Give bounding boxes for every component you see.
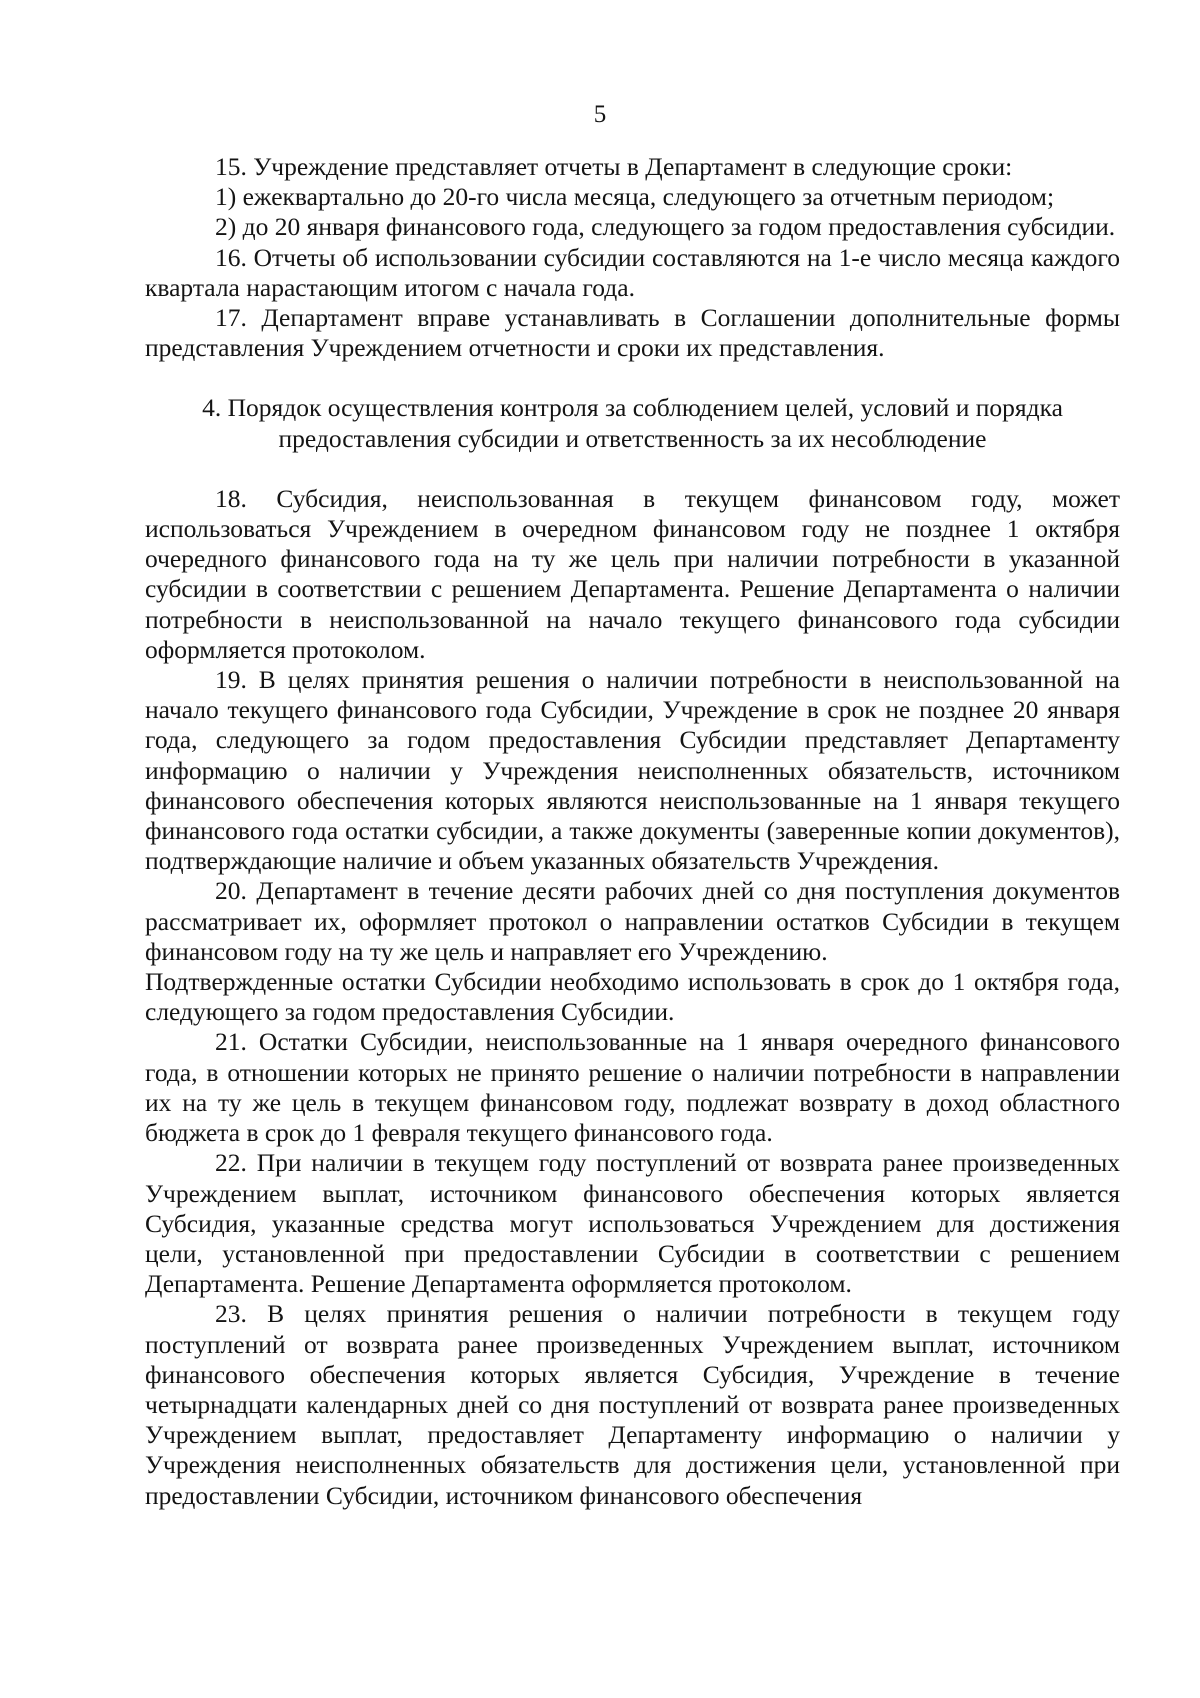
section-heading-line-2: предоставления субсидии и ответственность за их несоблюдение bbox=[278, 423, 987, 453]
section-heading bbox=[145, 393, 1120, 453]
paragraph-20: 20. Департамент в течение десяти рабочих дней со дня поступления документов рассматривает их, оформляет протокол о направлении остатков Субсидии в текущем финансовом году на ту же цель и направляет его Учреждению. bbox=[145, 876, 1120, 966]
section-heading-line-1: 4. Порядок осуществления контроля за соблюдением целей, условий и порядка bbox=[202, 393, 1063, 423]
paragraph-15-item-2: 2) до 20 января финансового года, следующего за годом предоставления субсидии. bbox=[215, 212, 1116, 242]
paragraphs-before-heading bbox=[145, 152, 1120, 363]
paragraphs-after-heading bbox=[145, 484, 1120, 1511]
paragraph-20-continuation: Подтвержденные остатки Субсидии необходимо использовать в срок до 1 октября года, следующего за годом предоставления Субсидии. bbox=[145, 967, 1120, 1027]
paragraph-22: 22. При наличии в текущем году поступлений от возврата ранее произведенных Учреждением выплат, источником финансового обеспечения которых является Субсидия, указанные средства могут использоваться Учреждением для достижения цели, установленной при предоставлении Субсидии в соответствии с решением Департамента. Решение Департамента оформляется протоколом. bbox=[145, 1148, 1120, 1299]
paragraph-21: 21. Остатки Субсидии, неиспользованные на 1 января очередного финансового года, в отношении которых не принято решение о наличии потребности в направлении их на ту же цель в текущем финансовом году, подлежат возврату в доход областного бюджета в срок до 1 февраля текущего финансового года. bbox=[145, 1027, 1120, 1148]
paragraph-23: 23. В целях принятия решения о наличии потребности в текущем году поступлений от возврата ранее произведенных Учреждением выплат, источником финансового обеспечения которых является Субсидия, Учреждение в течение четырнадцати календарных дней со дня поступлений от возврата ранее произведенных Учреждением выплат, предоставляет Департаменту информацию о наличии у Учреждения неисполненных обязательств для достижения цели, установленной при предоставлении Субсидии, источником финансового обеспечения bbox=[145, 1299, 1120, 1510]
paragraph-18: 18. Субсидия, неиспользованная в текущем финансовом году, может использоваться Учреждением в очередном финансовом году не позднее 1 октября очередного финансового года на ту же цель при наличии потребности в указанной субсидии в соответствии с решением Департамента. Решение Департамента о наличии потребности в неиспользованной на начало текущего финансового года субсидии оформляется протоколом. bbox=[145, 483, 1120, 664]
paragraph-17: 17. Департамент вправе устанавливать в Соглашении дополнительные формы представления Учреждением отчетности и сроки их представления. bbox=[145, 303, 1120, 363]
paragraph-15-item-1: 1) ежеквартально до 20-го числа месяца, следующего за отчетным периодом; bbox=[215, 182, 1055, 212]
page-number: 5 bbox=[593, 101, 607, 128]
paragraph-19: 19. В целях принятия решения о наличии потребности в неиспользованной на начало текущего финансового года Субсидии, Учреждение в срок не позднее 20 января года, следующего за годом предоставления Субсидии представляет Департаменту информацию о наличии у Учреждения неисполненных обязательств, источником финансового обеспечения которых являются неиспользованные на 1 января текущего финансового года остатки субсидии, а также документы (заверенные копии документов), подтверждающие наличие и объем указанных обязательств Учреждения. bbox=[145, 665, 1120, 876]
paragraph-15: 15. Учреждение представляет отчеты в Департамент в следующие сроки: bbox=[215, 152, 1013, 181]
document-body bbox=[145, 152, 1120, 1511]
paragraph-16: 16. Отчеты об использовании субсидии составляются на 1-е число месяца каждого квартала нарастающим итогом с начала года. bbox=[145, 242, 1120, 302]
